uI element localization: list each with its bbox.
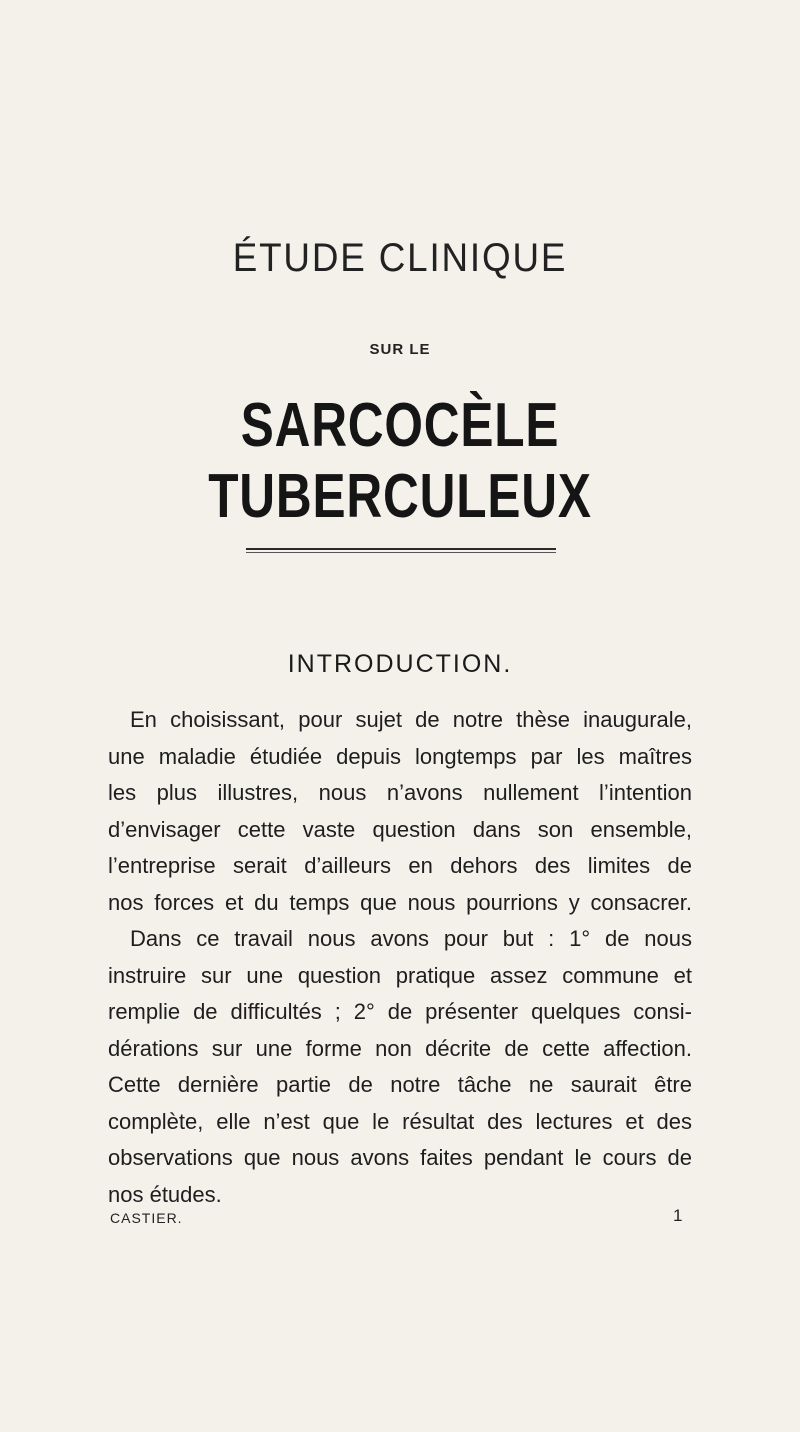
title-rule-thin: [246, 552, 556, 553]
body-line: les plus illustres, nous n’avons nullement l’intention: [108, 780, 692, 805]
body-paragraph: [108, 702, 692, 1213]
footer-signature-mark: 1: [673, 1206, 683, 1225]
body-line: Dans ce travail nous avons pour but : 1° de nous: [130, 926, 692, 951]
body-line: l’entreprise serait d’ailleurs en dehors des limites de: [108, 853, 692, 878]
footer-author: CASTIER.: [110, 1210, 183, 1226]
body-line: complète, elle n’est que le résultat des lectures et des: [108, 1108, 692, 1134]
document-title: ÉTUDE CLINIQUE: [232, 236, 568, 280]
body-line: instruire sur une question pratique assez commune et: [108, 962, 692, 988]
title-rule: [246, 548, 556, 550]
body-line: observations que nous avons faites pendant le cours de: [108, 1145, 692, 1170]
body-line: En choisissant, pour sujet de notre thèse inaugurale,: [130, 707, 692, 732]
section-heading: INTRODUCTION.: [287, 650, 513, 678]
document-subtitle: SUR LE: [369, 341, 431, 358]
body-line: remplie de difficultés ; 2° de présenter quelques consi-: [108, 999, 692, 1024]
body-line: nos études.: [108, 1181, 222, 1207]
body-line: d’envisager cette vaste question dans son ensemble,: [108, 816, 692, 842]
body-line: une maladie étudiée depuis longtemps par les maîtres: [108, 743, 692, 769]
document-main-title: SARCOCÈLE TUBERCULEUX: [208, 391, 592, 531]
body-line: nos forces et du temps que nous pourrions y consacrer.: [108, 889, 692, 915]
body-line: Cette dernière partie de notre tâche ne saurait être: [108, 1072, 692, 1097]
body-line: dérations sur une forme non décrite de cette affection.: [108, 1035, 692, 1061]
